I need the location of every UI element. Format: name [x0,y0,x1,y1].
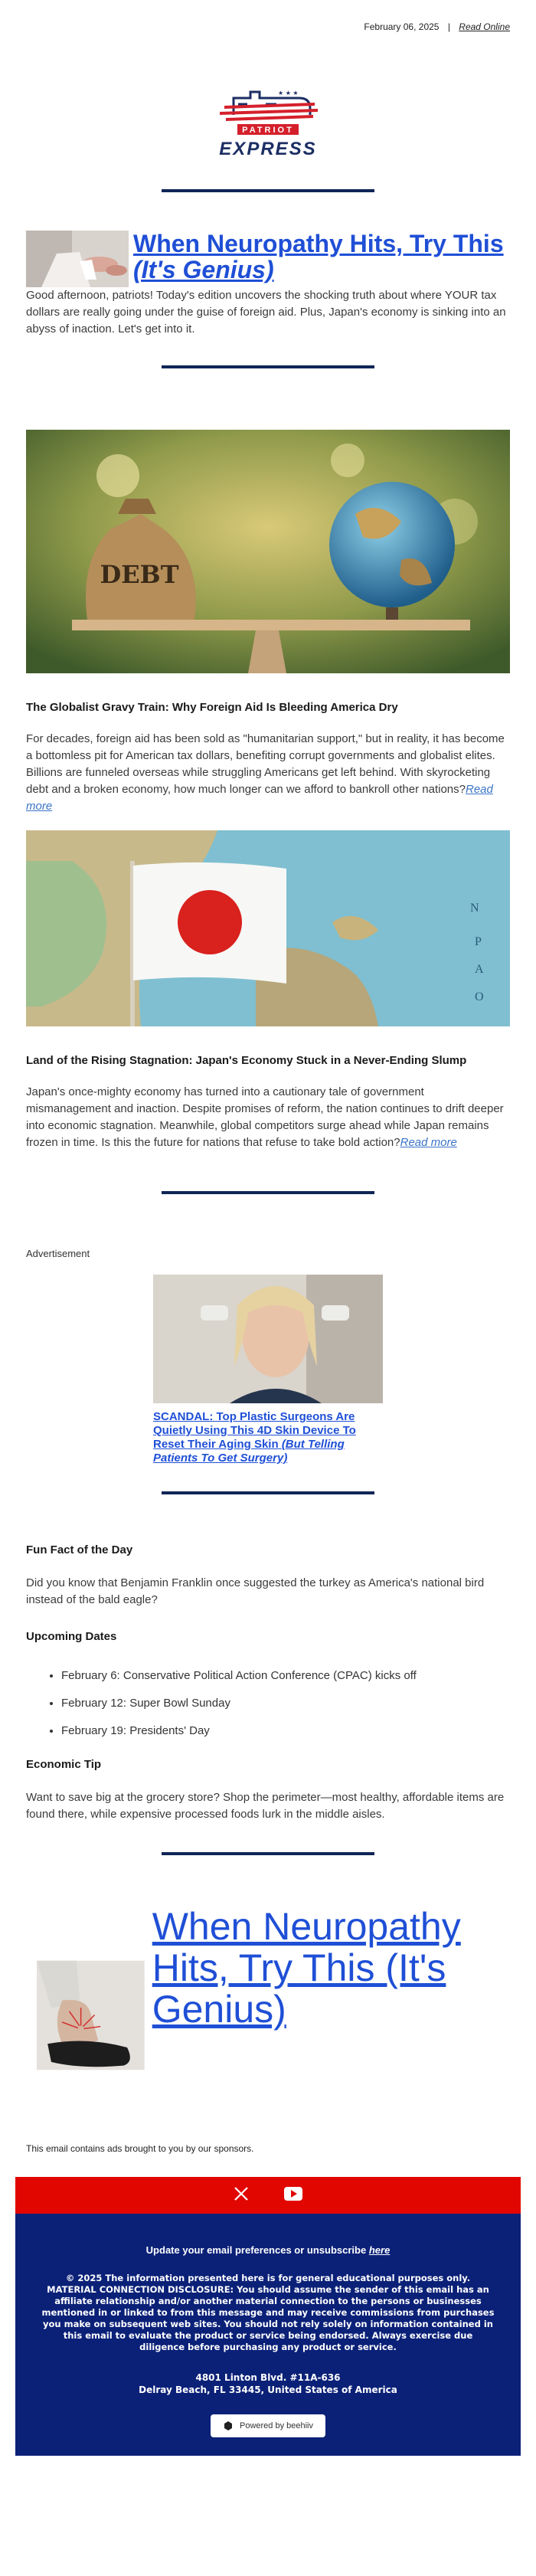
section-divider [162,1491,374,1494]
list-item: • February 6: Conservative Political Action Conference (CPAC) kicks off [61,1668,510,1684]
advertisement-image[interactable] [153,1275,383,1403]
read-online-link[interactable]: Read Online [459,21,510,32]
map-label-p: P [475,935,482,948]
article1-read-more-link[interactable]: Read more [26,783,493,813]
section-divider [162,1852,374,1855]
article2-body [26,1084,510,1151]
powered-by-beehiiv-badge[interactable] [211,2414,325,2437]
article1-text: For decades, foreign aid has been sold as "humanitarian support," but in reality, it has become a bottomless pit for American tax dollars, benefiting corrupt governments and globalist elites. Billions are funneled overseas while struggling Americans get left behind. With skyrocketing debt and a broken economy, how much longer can we afford to bankroll other nations? [26,732,505,796]
economic-tip-body: Want to save big at the grocery store? Shop the perimeter—most healthy, affordable items are found there, while expensive processed foods lurk in the middle aisles. [26,1791,505,1821]
map-label-a: A [475,963,484,976]
article2-text: Japan's once-mighty economy has turned into a cautionary tale of government mismanagement and inaction. Despite promises of reform, the nation continues to drift deeper into economic stagnation. Meanwhile, global competitors surge ahead while Japan remains frozen in time. Is this the future for nations that refuse to take bold action? [26,1085,504,1149]
article1-title: The Globalist Gravy Train: Why Foreign Aid Is Bleeding America Dry [26,701,398,714]
logo-emblem [203,75,333,167]
powered-by-text: Powered by beehiiv [239,2421,313,2430]
fun-fact-heading: Fun Fact of the Day [26,1543,133,1556]
article1-body [26,731,510,815]
hero-headline-main[interactable]: When Neuropathy Hits, Try This [133,230,504,257]
legal-disclosure: © 2025 The information presented here is for general educational purposes only. MATERIAL CONNECTION DISCLOSURE: You should assume the sender of this email has an affiliate relationship and/or another material connection to the persons or businesses mentioned in or linked to from this message and may receive commissions from purchases you make on subsequent web sites. You should not rely solely on information contained in this email to evaluate the product or service being endorsed. Always exercise due diligence before purchasing any product or service. [41,2273,495,2352]
logo-top-word: PATRIOT [242,126,294,135]
x-icon[interactable] [234,2186,249,2205]
intro-paragraph: Good afternoon, patriots! Today's edition uncovers the shocking truth about where YOUR tax dollars are really going under the guise of foreign aid. Plus, Japan's economy is sinking into an abyss of inaction. Let's get into it. [26,289,506,336]
article2-read-more-link[interactable]: Read more [400,1136,457,1149]
mailing-address [15,2371,521,2396]
issue-date: February 06, 2025 [364,21,440,32]
advertisement-headline-italic[interactable]: (But Telling Patients To Get Surgery) [153,1438,345,1465]
promo-ad-link[interactable] [37,1900,510,2131]
section-divider [162,365,374,368]
email-container [26,0,510,2154]
list-item: • February 19: Presidents' Day [61,1723,510,1740]
address-line-2: Delray Beach, FL 33445, United States of America [139,2385,397,2395]
youtube-icon[interactable] [284,2187,302,2204]
section-divider [162,1191,374,1194]
top-bar [26,0,510,37]
debt-bag-text: DEBT [100,560,179,589]
section-divider [162,189,374,192]
advertisement-headline[interactable] [153,1410,383,1465]
advertisement-card[interactable] [153,1275,383,1465]
svg-text:★ ★ ★: ★ ★ ★ [278,90,299,97]
hero-thumbnail-image [26,231,129,287]
advertisement-headline-main[interactable]: SCANDAL: Top Plastic Surgeons Are Quietly Using This 4D Skin Device To Reset Their Aging Skin [153,1410,356,1451]
promo-headline[interactable]: When Neuropathy Hits, Try This (It's Genius) [152,1905,461,2031]
separator: | [447,21,450,32]
japan-flag-map-image[interactable] [26,830,510,1026]
social-bar [15,2177,521,2214]
map-label-n: N [470,902,479,915]
map-label-o: O [475,990,484,1003]
address-line-1: 4801 Linton Blvd. #11A-636 [195,2372,341,2383]
promo-feet-image[interactable] [37,1900,145,2131]
beehiiv-icon [223,2421,234,2431]
economic-tip-heading: Economic Tip [26,1758,102,1771]
unsubscribe-link[interactable]: here [368,2244,391,2256]
hero-headline-italic[interactable]: (It's Genius) [133,256,274,283]
hero-ad-link[interactable] [26,231,510,287]
sponsor-note: This email contains ads brought to you by our sponsors. [26,2143,254,2154]
fun-fact-body: Did you know that Benjamin Franklin once suggested the turkey as America's national bird instead of the bald eagle? [26,1576,485,1606]
patriot-express-logo[interactable] [26,75,510,167]
preferences-text: Update your email preferences or unsubscribe [145,2244,367,2256]
debt-globe-image[interactable] [26,430,510,673]
hero-headline[interactable] [133,231,504,283]
article2-title: Land of the Rising Stagnation: Japan's Economy Stuck in a Never-Ending Slump [26,1054,467,1067]
logo-main-word: EXPRESS [219,139,317,159]
footer [15,2214,521,2456]
advertisement-label: Advertisement [26,1248,90,1259]
upcoming-dates-list [26,1668,510,1740]
list-item: • February 12: Super Bowl Sunday [61,1695,510,1712]
upcoming-dates-heading: Upcoming Dates [26,1630,117,1643]
email-preferences [15,2244,521,2256]
